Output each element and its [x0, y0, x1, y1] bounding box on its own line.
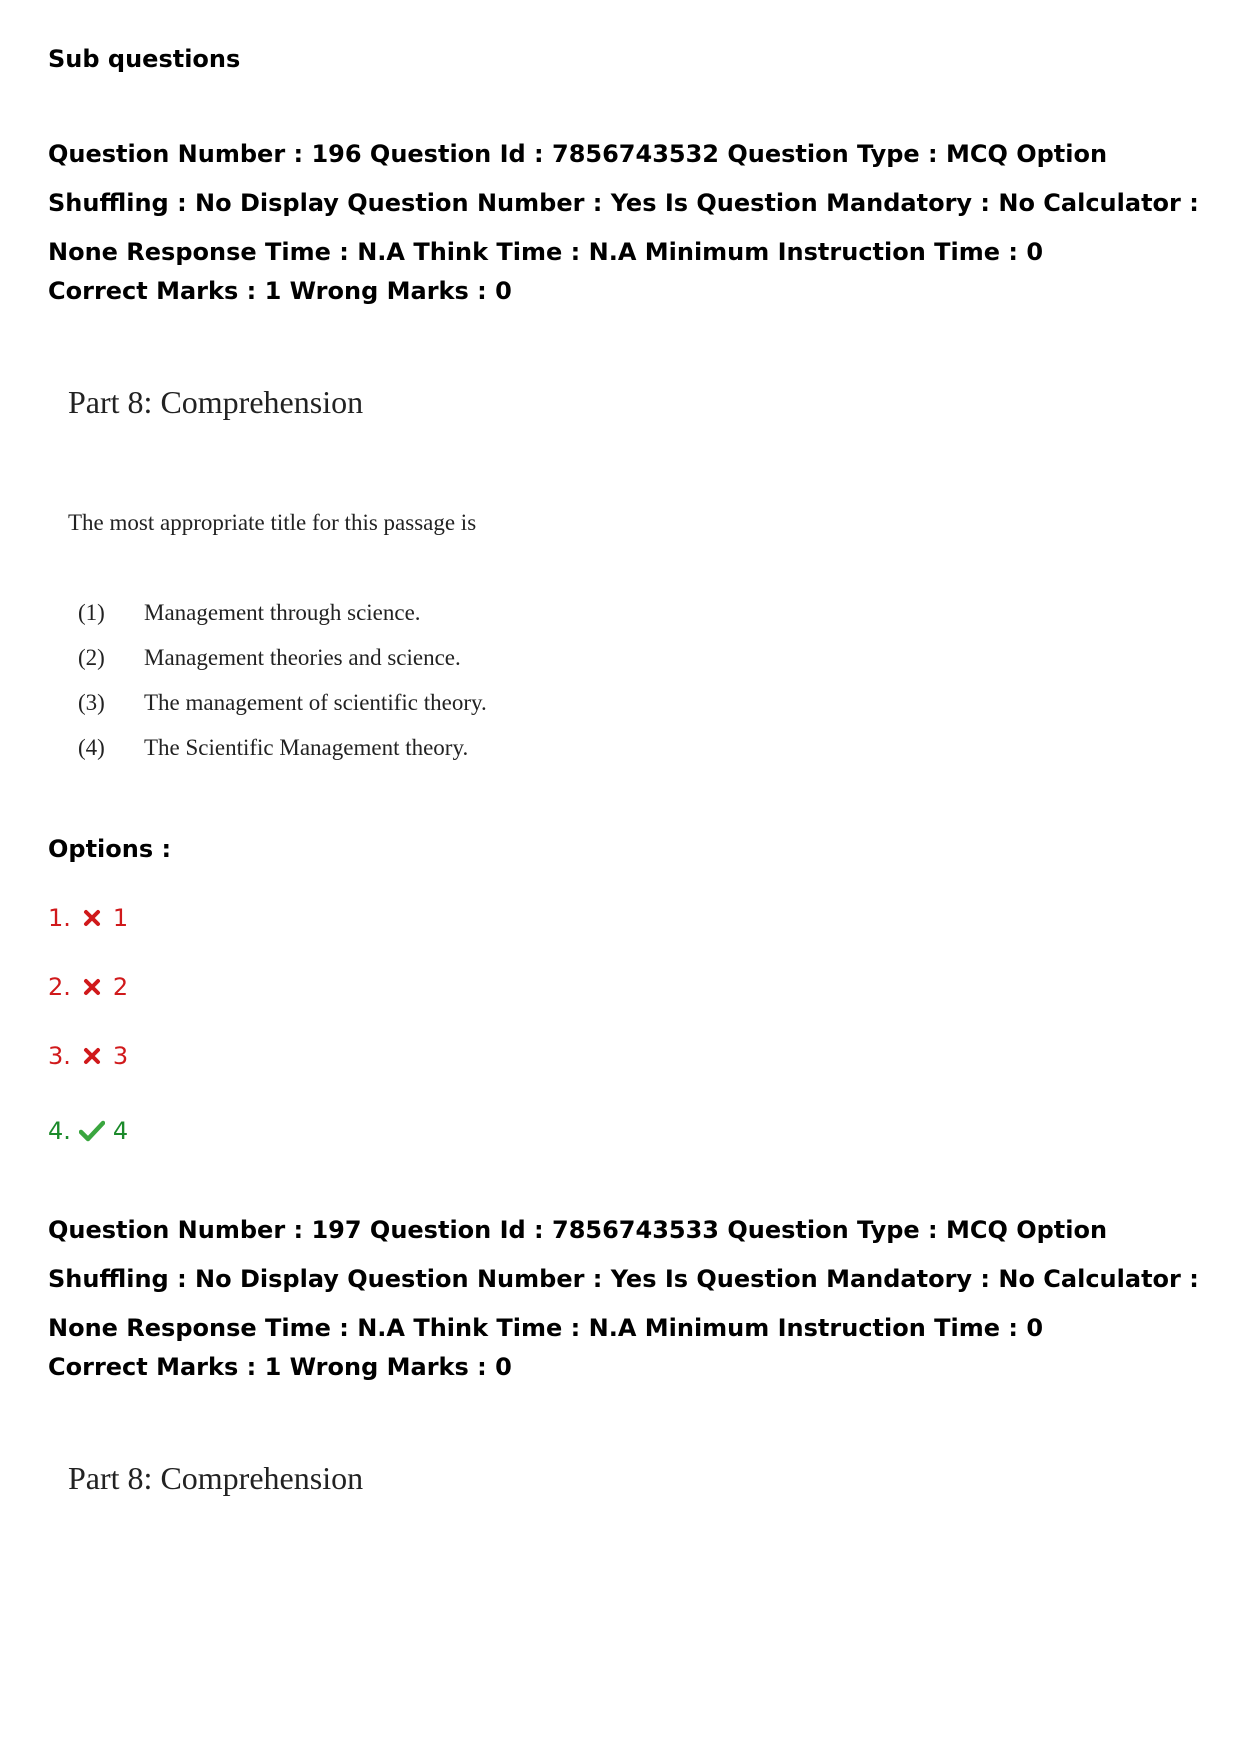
question-197-part-title: Part 8: Comprehension [68, 1460, 364, 1496]
choice-text: The management of scientific theory. [144, 690, 487, 715]
question-196-meta: Question Number : 196 Question Id : 7856743532 Question Type : MCQ Option Shuffling : No Display Question Number : Yes Is Question Mandatory : No Calculator : None Response Time : N.A Think Time : N.A Minimum Instruction Time : 0 [48, 140, 1199, 266]
check-icon [79, 1119, 105, 1143]
answer-option-3 [48, 1041, 128, 1071]
question-196-marks: Correct Marks : 1 Wrong Marks : 0 [48, 277, 512, 305]
question-196-part-title: Part 8: Comprehension [68, 384, 364, 420]
options-label: Options : [48, 835, 172, 863]
choice-number: (3) [78, 690, 105, 715]
question-197-marks: Correct Marks : 1 Wrong Marks : 0 [48, 1353, 512, 1381]
answer-index: 3. [48, 1042, 71, 1070]
question-196-choice-4 [78, 733, 468, 763]
answer-option-4 [48, 1116, 128, 1146]
choice-text: Management theories and science. [144, 645, 461, 670]
question-196-choice-2 [78, 643, 461, 673]
answer-value: 3 [112, 1042, 129, 1070]
choice-number: (1) [78, 600, 105, 625]
answer-value: 1 [112, 904, 129, 932]
choice-number: (4) [78, 735, 105, 760]
question-197-meta: Question Number : 197 Question Id : 7856743533 Question Type : MCQ Option Shuffling : No Display Question Number : Yes Is Question Mandatory : No Calculator : None Response Time : N.A Think Time : N.A Minimum Instruction Time : 0 [48, 1216, 1199, 1342]
answer-option-1 [48, 903, 128, 933]
answer-index: 4. [48, 1117, 71, 1145]
answer-value: 2 [112, 973, 129, 1001]
question-196-choice-3 [78, 688, 487, 718]
choice-text: Management through science. [144, 600, 421, 625]
question-196-stem: The most appropriate title for this passage is [68, 510, 477, 535]
answer-index: 1. [48, 904, 71, 932]
cross-icon [79, 975, 105, 999]
answer-option-2 [48, 972, 128, 1002]
answer-index: 2. [48, 973, 71, 1001]
answer-value: 4 [112, 1117, 129, 1145]
choice-number: (2) [78, 645, 105, 670]
choice-text: The Scientific Management theory. [144, 735, 469, 760]
cross-icon [79, 906, 105, 930]
cross-icon [79, 1044, 105, 1068]
sub-questions-heading: Sub questions [48, 45, 241, 73]
question-196-choice-1 [78, 598, 421, 628]
